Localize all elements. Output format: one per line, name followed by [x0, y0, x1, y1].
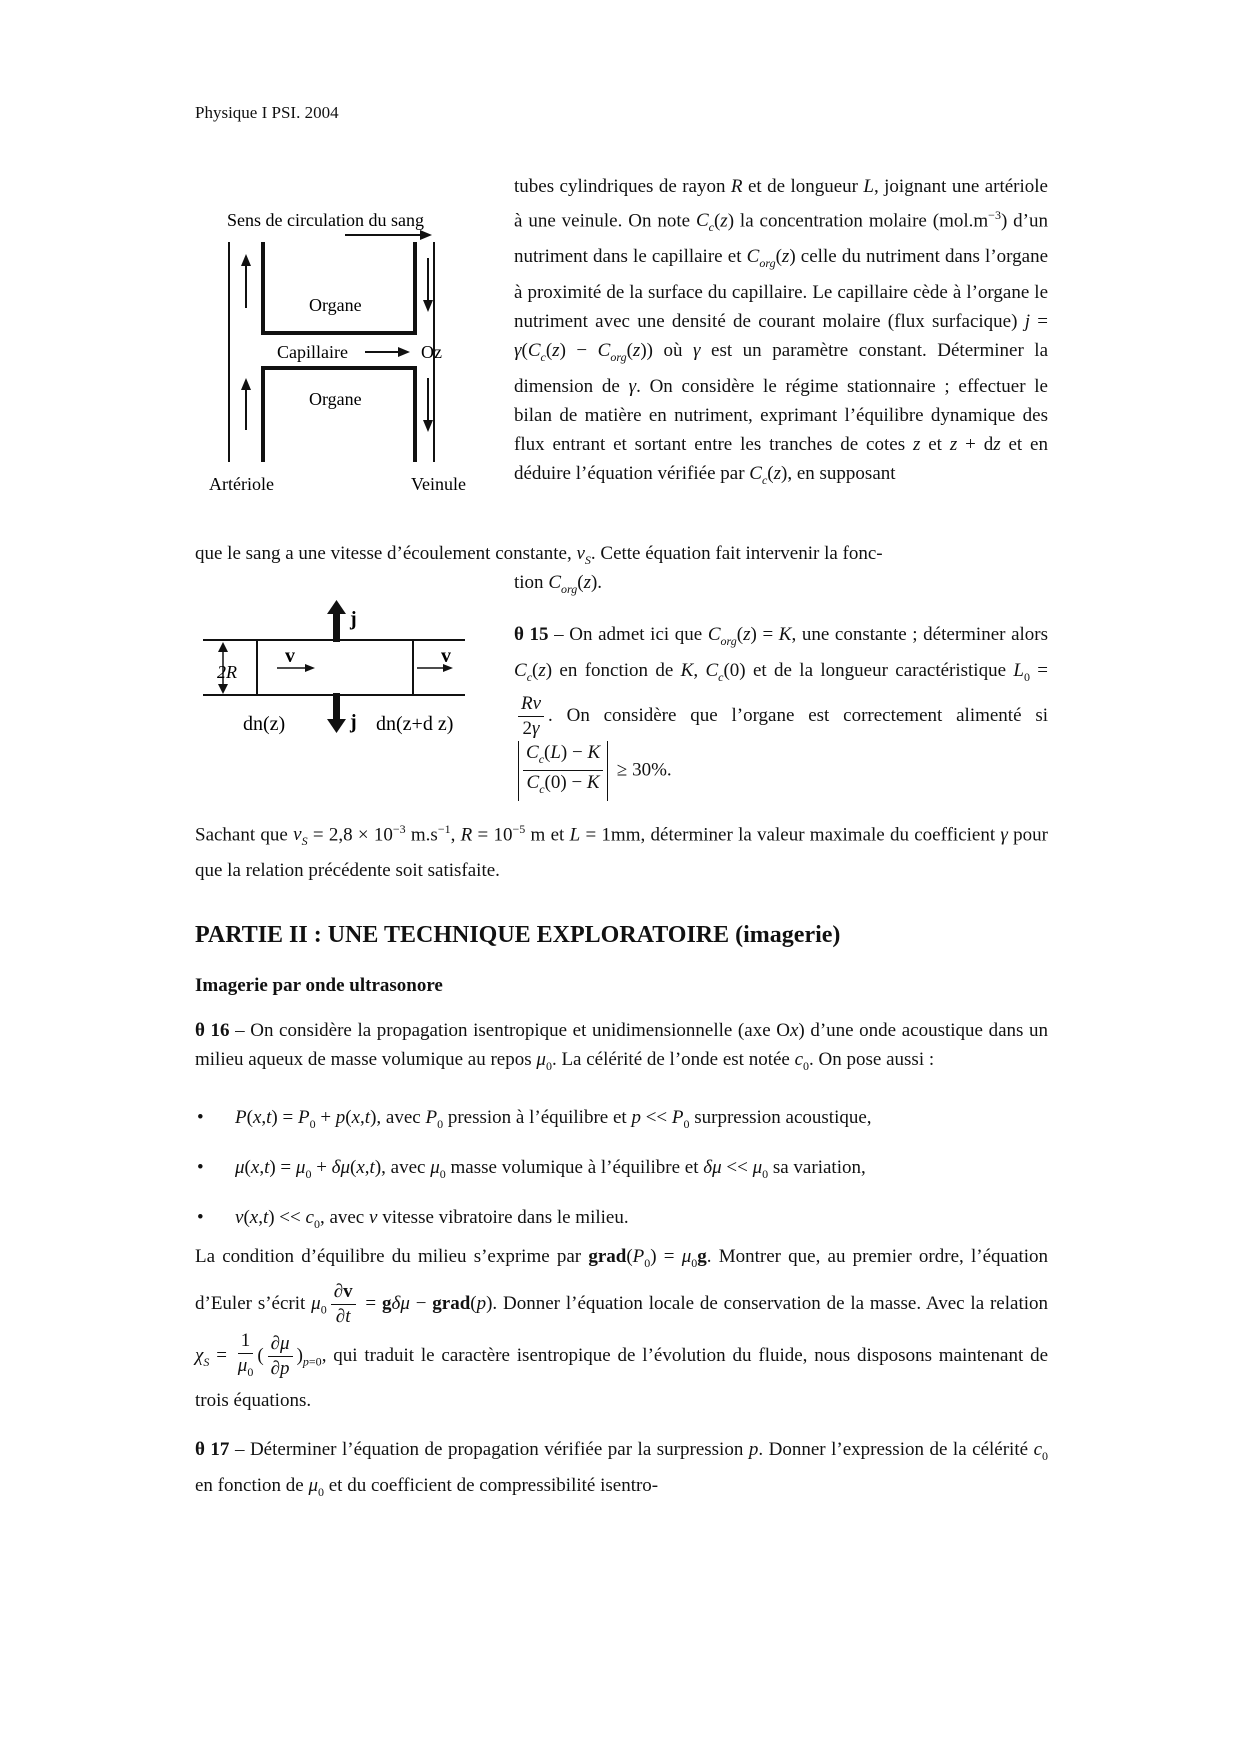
- q16-intro: θ 16 – On considère la propagation isentropique et unidimensionnelle (axe Ox) d’une onde acoustique dans un milieu aqueux de masse volumique au repos $\mu_0$. La célérité de l’onde est notée $c_0$. On pose aussi :: [195, 1020, 1048, 1073]
- q15-values: Sachant que $v_S = 2,8 \times 10^{-3}$ $m.s^{-1}$, $R = 10^{-5}$ m et L = 1mm, déterminer la valeur maximale du coefficient γ pour que la relation précédente soit satisfaite.: [195, 822, 1049, 882]
- organ-top-label: Organe: [309, 295, 362, 315]
- dn-z-dz-label: dn(z+d z): [376, 713, 454, 735]
- q14-text-full: que le sang a une vitesse d’écoulement constante, $v_S$. Cette équation fait intervenir la fonc-: [195, 543, 883, 567]
- tube-slice-diagram: [195, 600, 485, 750]
- q16-number: θ 16: [195, 1020, 230, 1041]
- part2-heading: PARTIE II : UNE TECHNIQUE EXPLORATOIRE (imagerie): [195, 922, 841, 948]
- list-item: • $\mu(x,t) = \mu_0 + \delta\mu(x,t)$, avec $\mu_0$ masse volumique à l’équilibre et $\delta\mu << \mu_0$ sa variation,: [195, 1146, 1048, 1196]
- flux-j-bottom-label: j: [350, 711, 357, 733]
- arteriole-label: Artériole: [209, 474, 274, 494]
- velocity-label-left: v: [285, 645, 295, 667]
- dn-z-label: dn(z): [243, 713, 286, 735]
- q15-text: θ 15 – On admet ici que $C_{org}(z) = K$, une constante ; déterminer alors $C_c(z)$ en fonction de K, $C_c(0)$ et de la longueur caractéristique $L_0$ = $\frac{Rv}{2\gamma}$ . On considère que l’organe est correctement alimenté si $\frac{C_c(L) - K}{C_c(0) - K}$ ≥ 30%.: [514, 620, 1048, 801]
- q15-number: θ 15: [514, 624, 549, 645]
- flux-j-top-label: j: [350, 608, 357, 630]
- q14-text-right: tubes cylindriques de rayon R et de longueur L, joignant une artériole à une veinule. On note $C_c(z)$ la concentration molaire $(mol.m^{-3})$ d’un nutriment dans le capillaire et $C_{org}(z)$ celle du nutriment dans l’organe à proximité de la surface du capillaire. Le capillaire cède à l’organe le nutriment avec une densité de courant molaire (flux surfacique) $j = \gamma(C_c(z) - C_{org}(z))$ où γ est un paramètre constant. Déterminer la dimension de γ. On considère le régime stationnaire ; effectuer le bilan de matière en nutriment, exprimant l’équilibre dynamique des flux entrant et sortant entre les tranches de cotes z et z + dz et en déduire l’équation vérifiée par $C_c(z)$, en supposant: [514, 176, 1049, 487]
- definitions-list: [195, 1096, 1048, 1245]
- velocity-label-right: v: [441, 645, 451, 667]
- capillary-diagram: [195, 200, 495, 510]
- page-header: Physique I PSI. 2004: [195, 103, 339, 122]
- list-item: • $P(x,t) = P_0 + p(x,t)$, avec $P_0$ pression à l’équilibre et $p << P_0$ surpression acoustique,: [195, 1096, 1048, 1146]
- section-subheading: Imagerie par onde ultrasonore: [195, 975, 443, 996]
- flow-direction-label: Sens de circulation du sang: [227, 210, 424, 230]
- radius-2R-label: 2R: [217, 662, 237, 682]
- axis-label: Oz: [421, 342, 442, 362]
- q14-text-end: tion $C_{org}(z)$.: [514, 572, 603, 596]
- veinule-label: Veinule: [411, 474, 466, 494]
- list-item: • $v(x,t) << c_0$, avec v vitesse vibratoire dans le milieu.: [195, 1196, 1048, 1246]
- organ-bottom-label: Organe: [309, 389, 362, 409]
- q17-text: θ 17 – Déterminer l’équation de propagation vérifiée par la surpression p. Donner l’expression de la célérité $c_0$ en fonction de $\mu_0$ et du coefficient de compressibilité isentro-: [195, 1439, 1049, 1499]
- q16-body: La condition d’équilibre du milieu s’exprime par $grad(P_0) = \mu_0g$. Montrer que, au premier ordre, l’équation d’Euler s’écrit $\mu_0$ $\frac{\partial v}{\partial t}$ = gδμ − grad(p). Donner l’équation locale de conservation de la masse. Avec la relation $\chi_S$ = $\frac{1}{\mu_0}$ ( $\frac{\partial\mu}{\partial p}$ )$_{p=0}$, qui traduit le caractère isentropique de l’évolution du fluide, nous disposons maintenant de trois équations.: [195, 1246, 1049, 1411]
- capillary-label: Capillaire: [277, 342, 348, 362]
- q17-number: θ 17: [195, 1439, 230, 1460]
